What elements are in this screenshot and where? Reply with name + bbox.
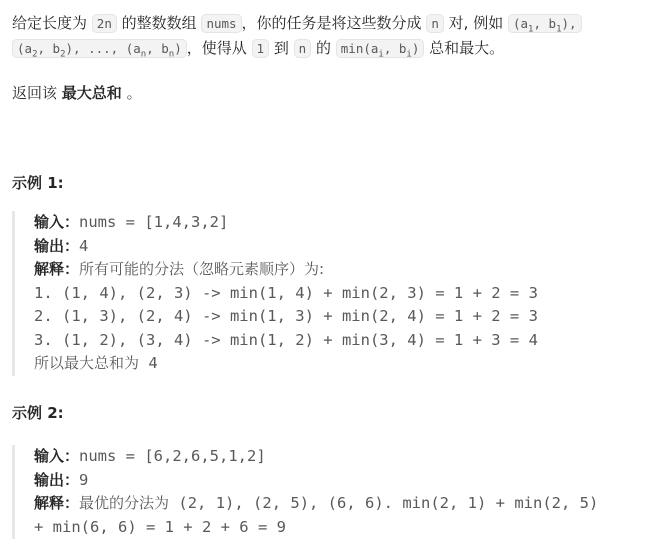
- inline-code-1: 1: [252, 39, 270, 58]
- example-1-line: 2. (1, 3), (2, 4) -> min(1, 3) + min(2, 4) = 1 + 2 = 3: [34, 307, 538, 325]
- example-1-conclusion: 所以最大总和为 4: [34, 354, 158, 372]
- inline-code-n-2: n: [294, 39, 312, 58]
- statement-text: 的: [315, 39, 331, 57]
- statement-text: 给定长度为: [12, 14, 88, 32]
- example-2-heading: 示例 2:: [12, 404, 64, 422]
- example-2-output: 输出：9: [34, 470, 89, 489]
- statement-text: 的整数数组: [121, 14, 197, 32]
- statement-text: 总和最大。: [429, 39, 505, 57]
- example-1-explanation: 解释：所有可能的分法（忽略元素顺序）为:: [34, 260, 325, 278]
- inline-code-n: n: [426, 14, 444, 33]
- statement-text: ，使得从: [186, 39, 247, 57]
- example-1-block: [12, 211, 662, 376]
- inline-code-pair-1: ($a_1$, $b_1$),: [508, 14, 582, 33]
- example-1-input: 输入：nums = [1,4,3,2]: [34, 213, 229, 231]
- example-2-block: [12, 445, 662, 539]
- example-1-line: 1. (1, 4), (2, 3) -> min(1, 4) + min(2, 3) = 1 + 2 = 3: [34, 283, 538, 302]
- inline-code-min: $\min(a_i$, $b_i$): [336, 39, 425, 58]
- example-1-heading: 示例 1:: [12, 174, 64, 192]
- statement-text: 对, 例如: [448, 14, 504, 32]
- statement-text: 到: [273, 39, 289, 57]
- inline-code-nums: nums: [201, 14, 241, 33]
- bold-max-sum: 最大总和: [61, 84, 122, 102]
- example-2-input: 输入：nums = [6,2,6,5,1,2]: [34, 447, 266, 465]
- problem-statement: [12, 11, 662, 61]
- statement-text: ，你的任务是将这些数分成: [241, 14, 422, 32]
- example-2-explanation: 解释：最优的分法为 (2, 1), (2, 5), (6, 6). min(2, 1) + min(2, 5): [34, 494, 599, 512]
- inline-code-pair-2: ($a_2$, $b_2$), ..., ($a_n$, $b_n$): [12, 39, 187, 58]
- return-statement: 返回该 最大总和 。: [12, 84, 142, 102]
- example-1-line: 3. (1, 2), (3, 4) -> min(1, 2) + min(3, 4) = 1 + 3 = 4: [34, 330, 538, 349]
- example-2-explanation-cont: + min(6, 6) = 1 + 2 + 6 = 9: [34, 517, 286, 536]
- inline-code-2n: 2n: [92, 14, 117, 33]
- example-1-output: 输出：4: [34, 236, 89, 255]
